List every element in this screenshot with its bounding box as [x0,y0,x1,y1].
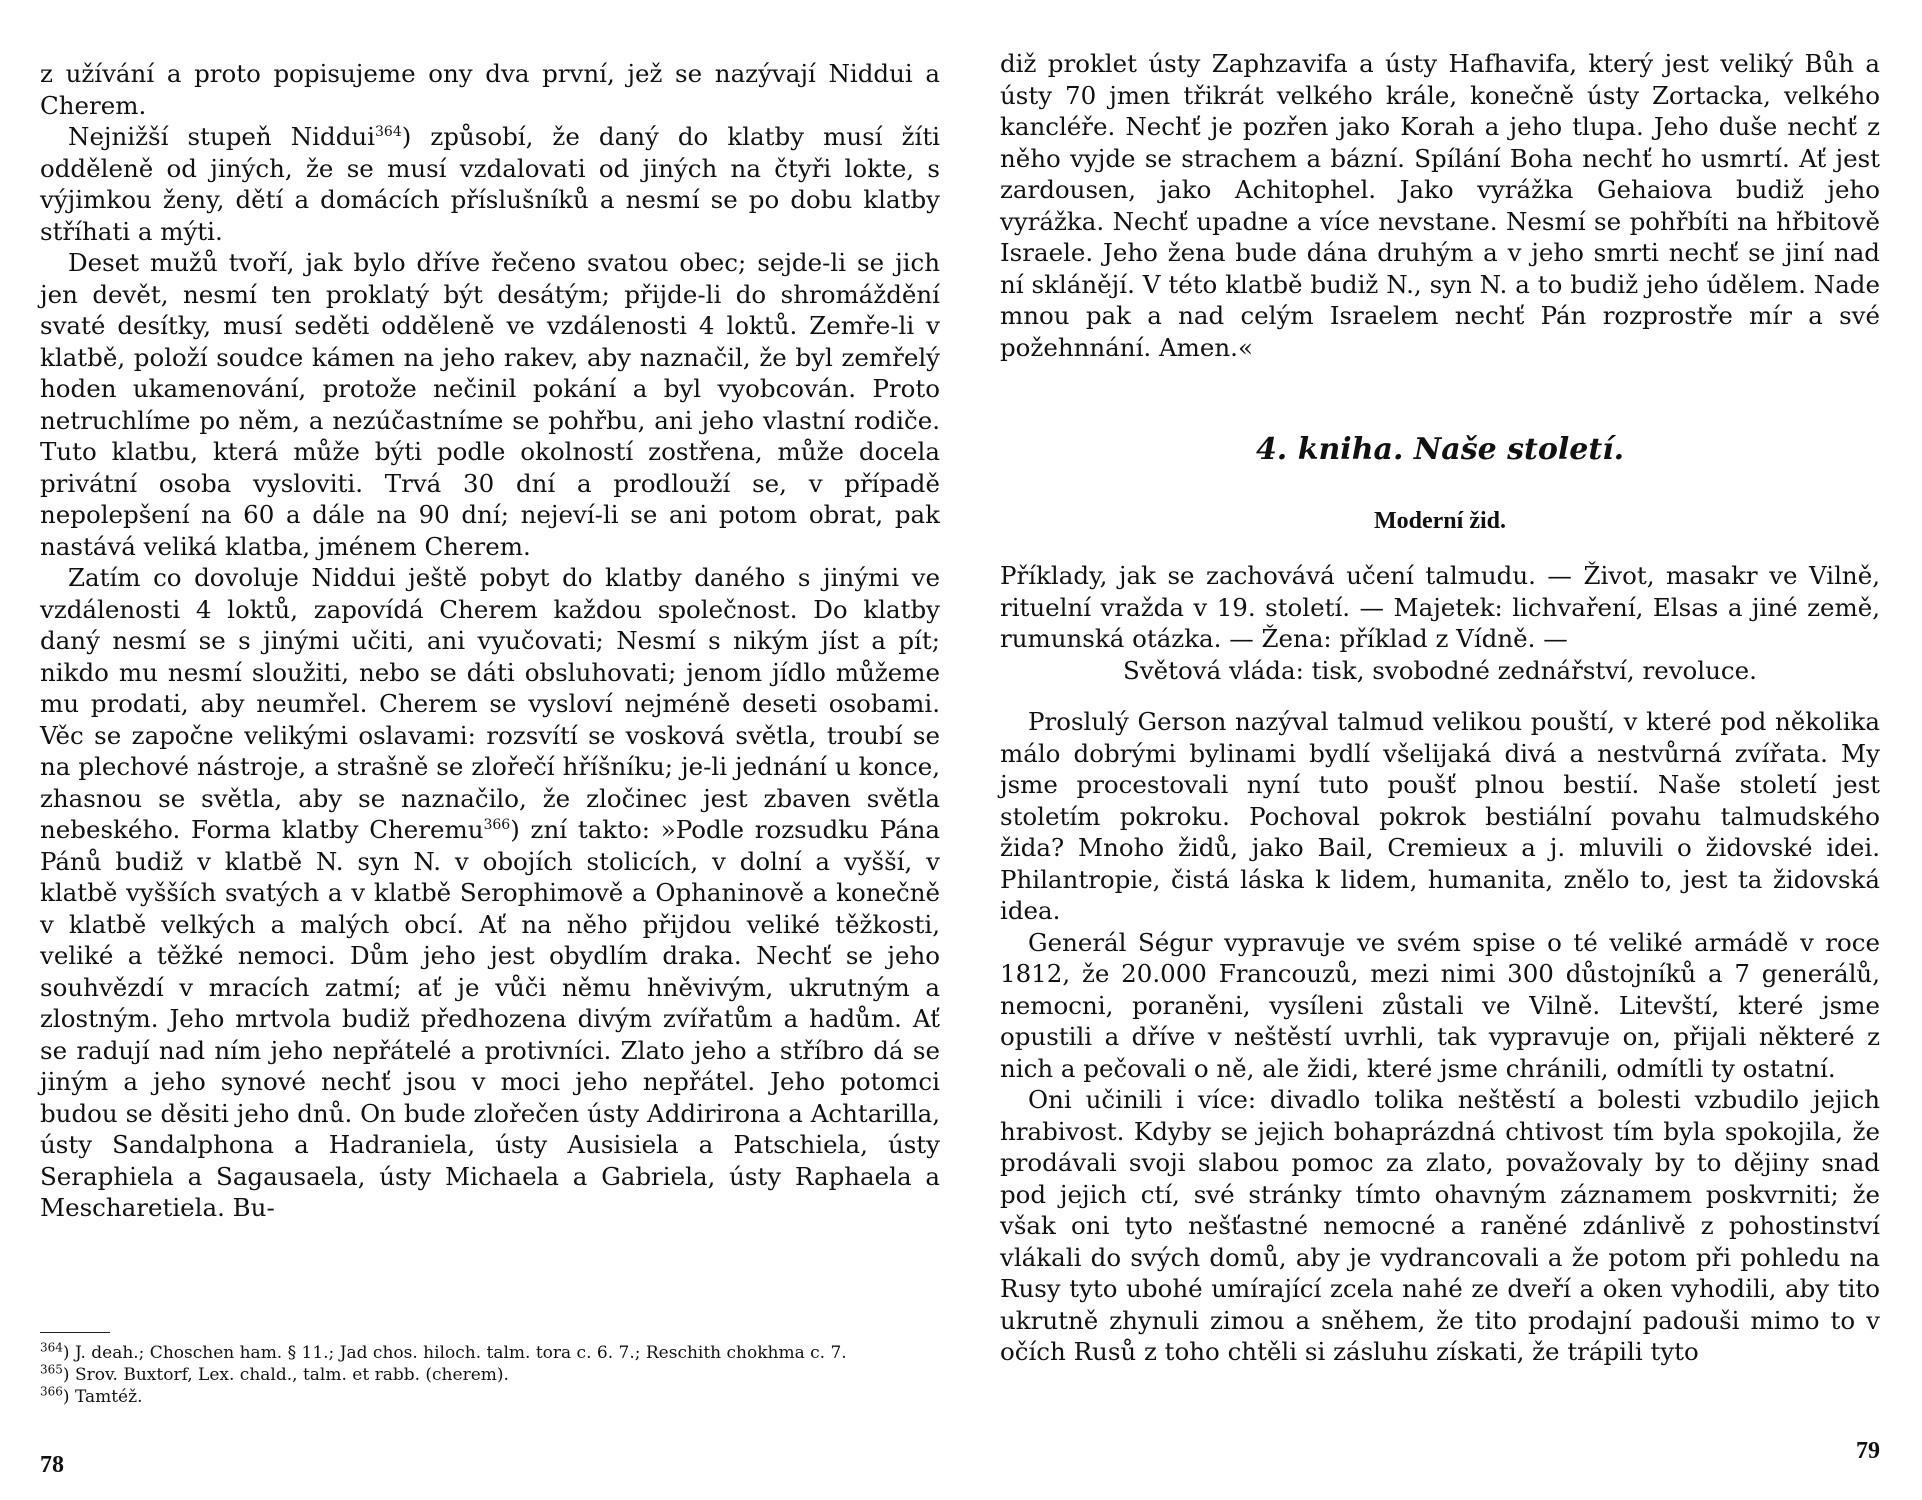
left-paragraph-2-text: Nejnižší stupeň Niddui [68,122,376,151]
chapter-title: 4. kniha. Naše století. [1255,432,1625,467]
footnote-divider [40,1332,110,1333]
footnote-ref-366: 366 [483,816,511,833]
right-page-main-body [1000,706,1880,1368]
right-page [1000,0,1880,1500]
footnote-number: 364 [40,1340,63,1355]
footnote-366 [40,1386,940,1408]
section-title: Moderní žid. [1374,508,1506,534]
footnotes [40,1342,940,1408]
left-paragraph-4-text: Zatím co dovoluje Niddui ještě pobyt do klatby daného s jinými ve vzdálenosti 4 loktů, zapovídá Cherem každou společnost. Do klatby daný nesmí se s jinými učiti, ani vyučovati; Nesmí s nikým jíst a pít; nikdo mu nesmí sloužiti, nebo se dáti obsluhovati; jenom jídlo můžeme mu prodati, aby neumřel. Cherem se vysloví nejméně deseti osobami. Věc se započne velikými oslavami: rozsvítí se vosková světla, troubí se na plechové nástroje, a strašně se zlořečí hříšníku; je-li jednání u konce, zhasnou se světla, aby se naznačilo, že zločinec jest zbaven světla nebeského. Forma klatby Cheremu [40,563,940,844]
footnote-text: ) Tamtéž. [62,1387,143,1407]
right-paragraph-1: Proslulý Gerson nazýval talmud velikou pouští, v které pod několika málo dobrými bylinami bydlí všelijaká divá a nestvůrná zvířata. My jsme procestovali nyní tuto poušť plnou bestií. Naše století jest stoletím pokroku. Pochoval pokrok bestiální povahu talmudského žida? Mnoho židů, jako Bail, Cremieux a j. mluvili o židovské idei. Philantropie, čistá láska k lidem, humanita, znělo to, jest ta židovská idea. [1000,707,1880,925]
left-paragraph-1 [40,58,940,121]
chapter-summary [1000,560,1880,686]
left-paragraph-4-rest: ) zní takto: »Podle rozsudku Pána Pánů budiž v klatbě N. syn N. v obojích stolicích, v dolní a vyšší, v klatbě vyšších svatých a v klatbě Serophimově a Ophaninově a konečně v klatbě velkých a malých obcí. Ať na něho přijdou veliké těžkosti, veliké a těžké nemoci. Dům jeho jest obydlím draka. Nechť se jeho souhvězdí v mracích zatmí; ať je vůči němu hněvivým, ukrutným a zlostným. Jeho mrtvola budiž předhozena divým zvířatům a hadům. Ať se radují nad ním jeho nepřátelé a protivníci. Zlato jeho a stříbro dá se jiným a jeho synové nechť jsou v moci jeho nepřátel. Jeho potomci budou se děsiti jeho dnů. On bude zlořečen ústy Addirirona a Achtarilla, ústy Sandalphona a Hadraniela, ústy Ausisiela a Patschiela, ústy Seraphiela a Sagausaela, ústy Michaela a Gabriela, ústy Raphaela a Mescharetiela. Bu- [40,815,940,1222]
left-paragraph-2 [40,121,940,247]
right-paragraph-2: Generál Ségur vypravuje ve svém spise o té veliké armádě v roce 1812, že 20.000 Francouzů, mezi nimi 300 důstojníků a 7 generálů, nemocni, poraněni, vysíleni zůstali ve Vilně. Litevští, které jsme opustili a dříve v neštěstí uvrhli, tak vypravuje on, přijali některé z nich a pečovali o ně, ale židi, které jsme chránili, odmítli ty ostatní. [1000,927,1880,1083]
page-number-right: 79 [1856,1438,1880,1464]
left-paragraph-2-rest: ) způsobí, že daný do klatby musí žíti odděleně od jiných, že se musí vzdalovati od jiných na čtyři lokte, s výjimkou ženy, dětí a domácích příslušníků a nesmí se po dobu klatby stříhati a mýti. [40,122,940,246]
right-paragraph-continuation: diž proklet ústy Zaphzavifa a ústy Hafhavifa, který jest veliký Bůh a ústy 70 jmen třikrát velkého krále, konečně ústy Zortacka, velkého kancléře. Nechť je pozřen jako Korah a jeho tlupa. Jeho duše nechť z něho vyjde se strachem a bázní. Spílání Boha nechť ho usmrtí. Ať jest zardousen, jako Achitophel. Jako vyrážka Gehaiova budiž jeho vyrážka. Nechť upadne a více nevstane. Nesmí se pohřbíti na hřbitově Israele. Jeho žena bude dána druhým a v jeho smrti nechť se jiní nad ní sklánějí. V této klatbě budiž N., syn N. a to budiž jeho údělem. Nade mnou pak a nad celým Israelem nechť Pán rozprostře mír a své požehnnání. Amen.« [1000,49,1880,362]
right-page-top-body [1000,48,1880,363]
footnote-ref-364: 364 [375,123,402,140]
page-number-left: 78 [40,1452,64,1478]
left-paragraph-3-text: Deset mužů tvoří, jak bylo dříve řečeno svatou obec; sejde-li se jich jen devět, nesmí ten proklatý být desátým; přijde-li do shromáždění svaté desítky, musí seděti odděleně ve vzdálenosti 4 loktů. Zemře-li v klatbě, položí soudce kámen na jeho rakev, aby naznačil, že byl zemřelý hoden ukamenování, protože nečinil pokání a byl vyobcován. Proto netruchlíme po něm, a nezúčastníme se pohřbu, ani jeho vlastní rodiče. Tuto klatbu, která může býti podle okolností zostřena, může docela privátní osoba vysloviti. Trvá 30 dní a prodlouží se, v případě nepolepšení na 60 a dále na 90 dní; nejeví-li se ani potom obrat, pak nastává veliká klatba, jménem Cherem. [40,248,940,561]
left-paragraph-3 [40,247,940,562]
footnote-364 [40,1342,940,1364]
footnote-number: 365 [40,1362,63,1377]
left-paragraph-1-text: z užívání a proto popisujeme ony dva první, jež se nazývají Niddui a Cherem. [40,59,940,120]
summary-last-line: Světová vláda: tisk, svobodné zednářství, revoluce. [1123,655,1757,685]
footnote-text: ) Srov. Buxtorf, Lex. chald., talm. et rabb. (cherem). [62,1365,509,1385]
footnote-365 [40,1364,940,1386]
footnote-number: 366 [40,1384,63,1399]
footnote-text: ) J. deah.; Choschen ham. § 11.; Jad chos. hiloch. talm. tora c. 6. 7.; Reschith chokhma c. 7. [62,1343,847,1363]
left-page-body [40,58,940,1224]
left-paragraph-4 [40,562,940,1224]
summary-text: Příklady, jak se zachovává učení talmudu. — Život, masakr ve Vilně, rituelní vražda v 19. století. — Majetek: lichvaření, Elsas a jiné země, rumunská otázka. — Žena: příklad z Vídně. — [1000,561,1880,653]
right-paragraph-3: Oni učinili i více: divadlo tolika neštěstí a bolesti vzbudilo jejich hrabivost. Kdyby se jejich bohaprázdná chtivost tím byla spokojila, že prodávali svoji slabou pomoc za zlato, považovaly by to dějiny snad pod jejich ctí, své stránky tímto ohavným záznamem poskvrniti; že však oni tyto nešťastné nemocné a raněné zdánlivě z pohostinství vlákali do svých domů, aby je vydrancovali a že potom při pohledu na Rusy tyto ubohé umírající zcela nahé ze dveří a oken vyhodili, aby tito ukrutně zhynuli zimou a sněhem, že tito prodajní padouši mimo to v očích Rusů z toho chtěli si zásluhu získati, že trápili tyto [1000,1085,1880,1366]
left-page [40,0,940,1500]
